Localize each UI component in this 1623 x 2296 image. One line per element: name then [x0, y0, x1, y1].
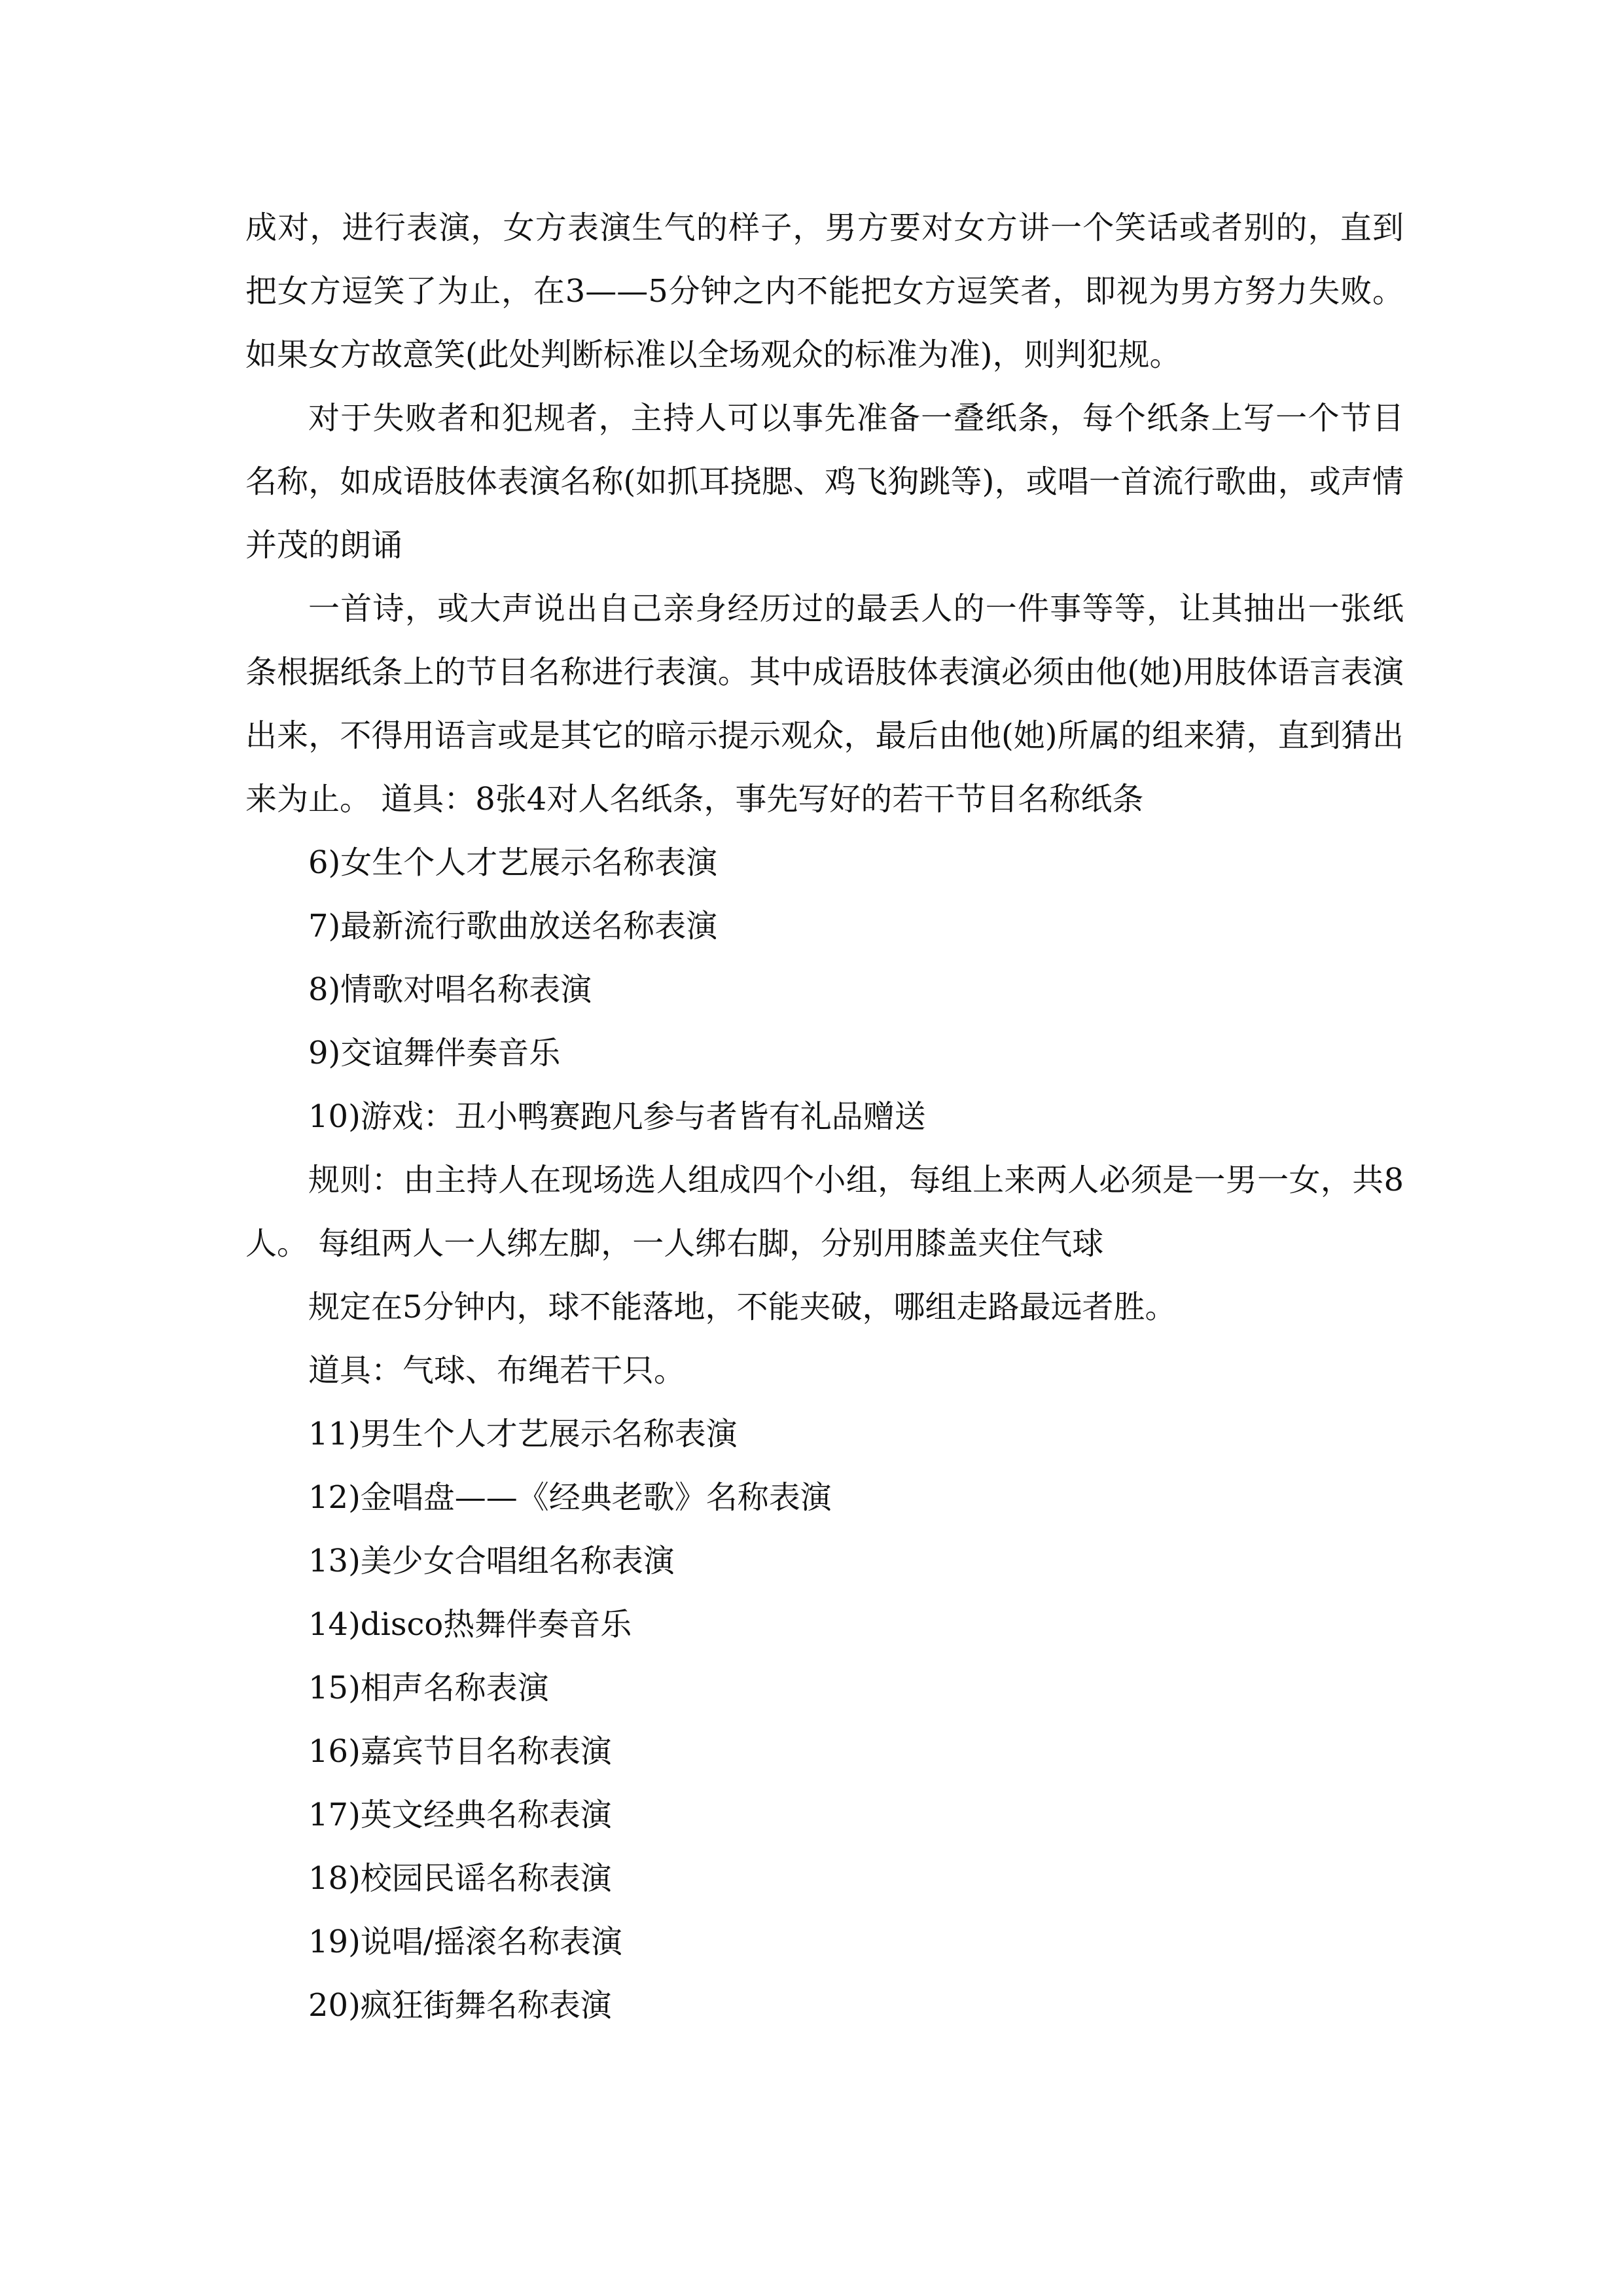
document-body [245, 196, 1404, 2037]
list-item: 7)最新流行歌曲放送名称表演 [308, 908, 718, 944]
list-item: 12)金唱盘——《经典老歌》名称表演 [308, 1479, 832, 1516]
list-item: 20)疯狂街舞名称表演 [308, 1987, 612, 2024]
paragraph-penalty-props: 一首诗，或大声说出自己亲身经历过的最丢人的一件事等等，让其抽出一张纸条根据纸条上的节目名称进行表演。其中成语肢体表演必须由他(她)用肢体语言表演出来，不得用语言或是其它的暗示提示观众，最后由他(她)所属的组来猜，直到猜出来为止。 道具：8张4对人名纸条，事先写好的若干节目名称纸条 [245, 590, 1404, 817]
list-item: 10)游戏：丑小鸭赛跑凡参与者皆有礼品赠送 [308, 1098, 926, 1135]
list-item: 道具：气球、布绳若干只。 [308, 1352, 686, 1389]
list-item: 19)说唱/摇滚名称表演 [308, 1924, 622, 1960]
paragraph-game-rules: 规则：由主持人在现场选人组成四个小组，每组上来两人必须是一男一女，共8人。 每组两人一人绑左脚，一人绑右脚，分别用膝盖夹住气球 [245, 1162, 1404, 1262]
list-item: 15)相声名称表演 [308, 1670, 549, 1706]
paragraph-penalty-notes: 对于失败者和犯规者，主持人可以事先准备一叠纸条，每个纸条上写一个节目名称，如成语肢体表演名称(如抓耳挠腮、鸡飞狗跳等)，或唱一首流行歌曲，或声情并茂的朗诵 [245, 400, 1404, 564]
list-item: 6)女生个人才艺展示名称表演 [308, 844, 718, 881]
list-item: 16)嘉宾节目名称表演 [308, 1733, 612, 1770]
list-item: 14)disco热舞伴奏音乐 [308, 1606, 632, 1643]
list-item: 17)英文经典名称表演 [308, 1797, 612, 1833]
paragraph-performance-rules: 成对，进行表演，女方表演生气的样子，男方要对女方讲一个笑话或者别的，直到把女方逗笑了为止，在3——5分钟之内不能把女方逗笑者，即视为男方努力失败。如果女方故意笑(此处判断标准以全场观众的标准为准)，则判犯规。 [245, 209, 1404, 373]
list-item: 13)美少女合唱组名称表演 [308, 1543, 675, 1579]
list-item: 11)男生个人才艺展示名称表演 [308, 1416, 738, 1452]
list-item: 规定在5分钟内，球不能落地，不能夹破，哪组走路最远者胜。 [308, 1289, 1177, 1325]
list-item: 9)交谊舞伴奏音乐 [308, 1035, 561, 1071]
list-item: 18)校园民谣名称表演 [308, 1860, 612, 1897]
list-item: 8)情歌对唱名称表演 [308, 971, 592, 1008]
